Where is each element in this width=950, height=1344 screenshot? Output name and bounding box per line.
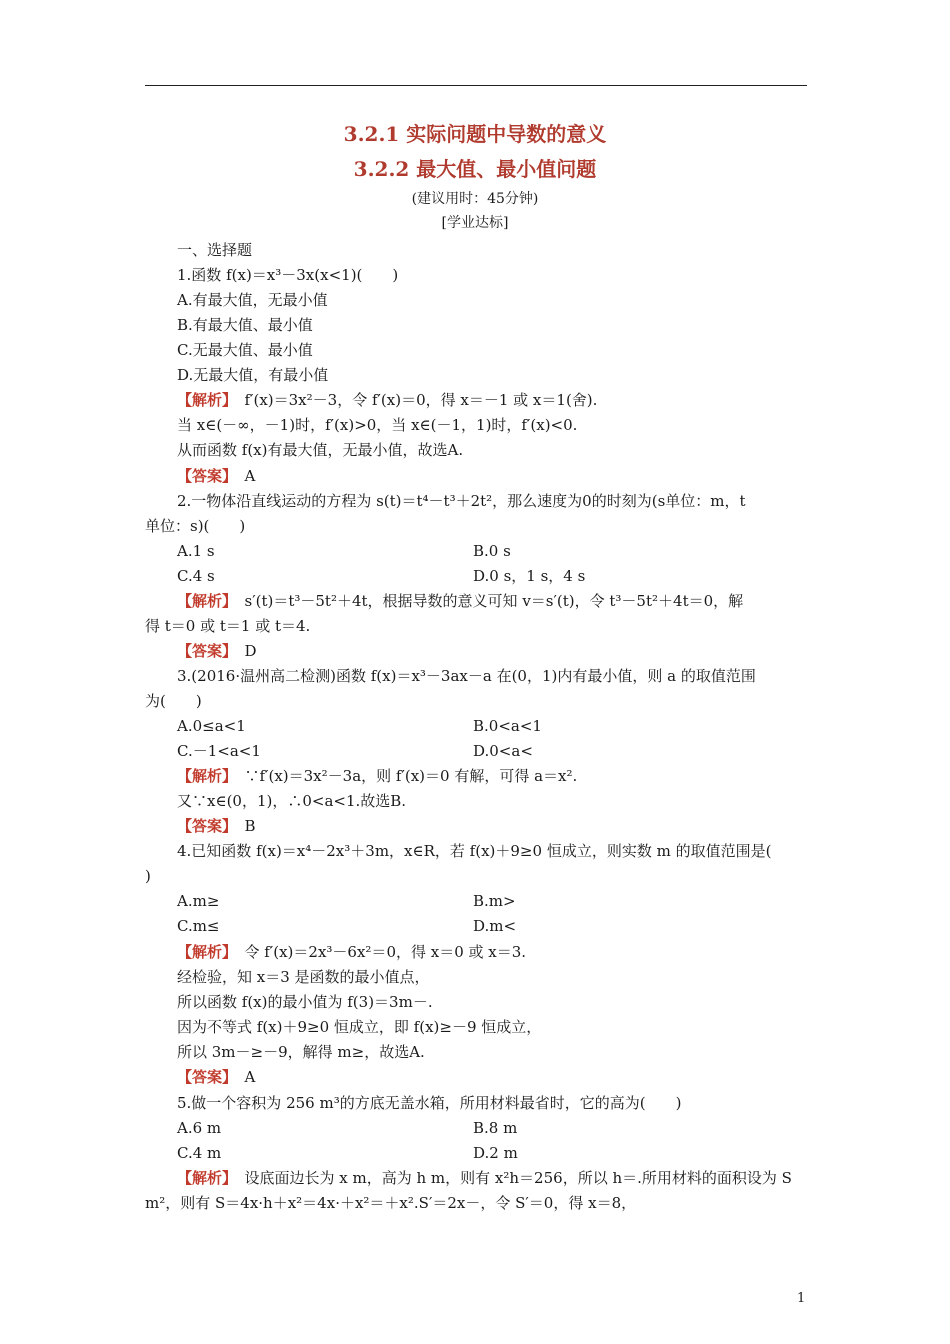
line-text: C.m≤	[177, 917, 220, 935]
analysis-tag: 【解析】	[177, 767, 230, 785]
text-line	[177, 491, 746, 512]
text-line	[177, 315, 313, 336]
line-text: D	[229, 642, 257, 660]
page-number: 1	[797, 1291, 806, 1306]
text-line	[473, 891, 516, 912]
line-text: 又∵x∈(0，1)，∴0<a<1.故选B.	[177, 792, 407, 810]
line-text: 一、选择题	[177, 241, 253, 259]
text-line	[473, 541, 511, 562]
line-text: C.－1<a<1	[177, 742, 261, 760]
text-line	[177, 1093, 681, 1114]
line-text: m²，则有 S＝4x·h＋x²＝4x·＋x²＝＋x².S′＝2x－，令 S′＝0，得 x＝8，	[145, 1194, 637, 1212]
line-text: 2.一物体沿直线运动的方程为 s(t)＝t⁴－t³＋2t²，那么速度为0的时刻为(s单位：m，t	[177, 492, 746, 510]
text-line	[177, 992, 433, 1013]
answer-tag: 【答案】	[177, 1068, 230, 1086]
suggested-time: (建议用时：45分钟)	[411, 191, 539, 207]
title-3-2-2: 3.2.2 最大值、最小值问题	[353, 157, 597, 181]
text-line	[145, 616, 310, 637]
text-line	[177, 641, 257, 662]
answer-tag: 【答案】	[177, 467, 230, 485]
text-line	[473, 741, 533, 762]
text-line	[177, 240, 252, 261]
text-line	[473, 916, 516, 937]
text-line	[177, 741, 261, 762]
text-line	[177, 466, 255, 487]
line-text: D.无最大值，有最小值	[177, 366, 329, 384]
text-line	[177, 891, 219, 912]
line-text: D.2 m	[473, 1144, 518, 1162]
text-line	[177, 390, 597, 411]
text-line	[177, 265, 398, 286]
answer-tag: 【答案】	[177, 817, 230, 835]
line-text: B.0 s	[473, 542, 511, 560]
text-line	[177, 340, 313, 361]
line-text: B	[229, 817, 256, 835]
text-line	[177, 916, 220, 937]
line-text: 4.已知函数 f(x)＝x⁴－2x³＋3m，x∈R，若 f(x)＋9≥0 恒成立，则实数 m 的取值范围是(	[177, 842, 772, 860]
line-text: 因为不等式 f(x)＋9≥0 恒成立，即 f(x)≥－9 恒成立，	[177, 1018, 542, 1036]
analysis-tag: 【解析】	[177, 943, 230, 961]
text-line	[177, 566, 215, 587]
text-line	[177, 1168, 792, 1189]
top-rule	[145, 85, 807, 86]
title-3-2-1: 3.2.1 实际问题中导数的意义	[343, 122, 607, 146]
line-text: 当 x∈(－∞，－1)时，f′(x)>0，当 x∈(－1，1)时，f′(x)<0.	[177, 416, 578, 434]
line-text: B.m>	[473, 892, 516, 910]
line-text: A	[229, 467, 256, 485]
analysis-tag: 【解析】	[177, 592, 230, 610]
analysis-tag: 【解析】	[177, 1169, 230, 1187]
text-line	[177, 666, 756, 687]
line-text: 5.做一个容积为 256 m³的方底无盖水箱，所用材料最省时，它的高为( )	[177, 1094, 682, 1112]
line-text: )	[145, 867, 151, 885]
text-line	[177, 440, 463, 461]
text-line	[177, 967, 430, 988]
line-text: A.1 s	[177, 542, 215, 560]
line-text: A	[229, 1068, 256, 1086]
line-text: 所以函数 f(x)的最小值为 f(3)＝3m－.	[177, 993, 433, 1011]
text-line	[177, 591, 743, 612]
line-text: B.8 m	[473, 1119, 518, 1137]
line-text: s′(t)＝t³－5t²＋4t，根据导数的意义可知 v＝s′(t)，令 t³－5t²＋4t＝0，解	[229, 592, 744, 610]
line-text: 为( )	[145, 692, 202, 710]
text-line	[473, 716, 542, 737]
text-line	[177, 841, 771, 862]
text-line	[145, 516, 245, 537]
line-text: A.0≤a<1	[177, 717, 246, 735]
text-line	[177, 415, 577, 436]
line-text: 从而函数 f(x)有最大值，无最小值，故选A.	[177, 441, 464, 459]
line-text: 令 f′(x)＝2x³－6x²＝0，得 x＝0 或 x＝3.	[229, 943, 527, 961]
text-line	[177, 290, 328, 311]
text-line	[177, 791, 406, 812]
analysis-tag: 【解析】	[177, 391, 230, 409]
line-text: 1.函数 f(x)＝x³－3x(x<1)( )	[177, 266, 399, 284]
text-line	[473, 1143, 518, 1164]
line-text: B.0<a<1	[473, 717, 542, 735]
line-text: C.无最大值、最小值	[177, 341, 313, 359]
line-text: A.m≥	[177, 892, 220, 910]
line-text: f′(x)＝3x²－3，令 f′(x)＝0，得 x＝－1 或 x＝1(舍).	[229, 391, 598, 409]
text-line	[473, 1118, 517, 1139]
line-text: 经检验，知 x＝3 是函数的最小值点，	[177, 968, 430, 986]
line-text: D.0<a<	[473, 742, 533, 760]
line-text: 3.(2016·温州高二检测)函数 f(x)＝x³－3ax－a 在(0，1)内有最小值，则 a 的取值范围	[177, 667, 756, 685]
line-text: ∵f′(x)＝3x²－3a，则 f′(x)＝0 有解，可得 a＝x².	[229, 767, 578, 785]
text-line	[473, 566, 585, 587]
text-line	[145, 866, 151, 887]
text-line	[177, 766, 577, 787]
line-text: B.有最大值、最小值	[177, 316, 313, 334]
line-text: C.4 s	[177, 567, 215, 585]
text-line	[177, 1017, 541, 1038]
line-text: 所以 3m－≥－9，解得 m≥，故选A.	[177, 1043, 425, 1061]
text-line	[177, 1067, 255, 1088]
line-text: A.6 m	[177, 1119, 222, 1137]
text-line	[177, 541, 215, 562]
answer-tag: 【答案】	[177, 642, 230, 660]
line-text: 设底面边长为 x m，高为 h m，则有 x²h＝256，所以 h＝.所用材料的面积设为 S	[229, 1169, 792, 1187]
line-text: D.0 s，1 s，4 s	[473, 567, 586, 585]
text-line	[177, 1118, 221, 1139]
section-label: [学业达标]	[441, 215, 509, 231]
text-line	[145, 691, 202, 712]
line-text: D.m<	[473, 917, 517, 935]
text-line	[177, 942, 526, 963]
line-text: A.有最大值，无最小值	[177, 291, 328, 309]
text-line	[177, 816, 256, 837]
text-line	[145, 1193, 636, 1214]
text-line	[177, 1143, 221, 1164]
text-line	[177, 365, 328, 386]
line-text: 得 t＝0 或 t＝1 或 t＝4.	[145, 617, 311, 635]
text-line	[177, 716, 246, 737]
line-text: 单位：s)( )	[145, 517, 246, 535]
line-text: C.4 m	[177, 1144, 222, 1162]
text-line	[177, 1042, 425, 1063]
